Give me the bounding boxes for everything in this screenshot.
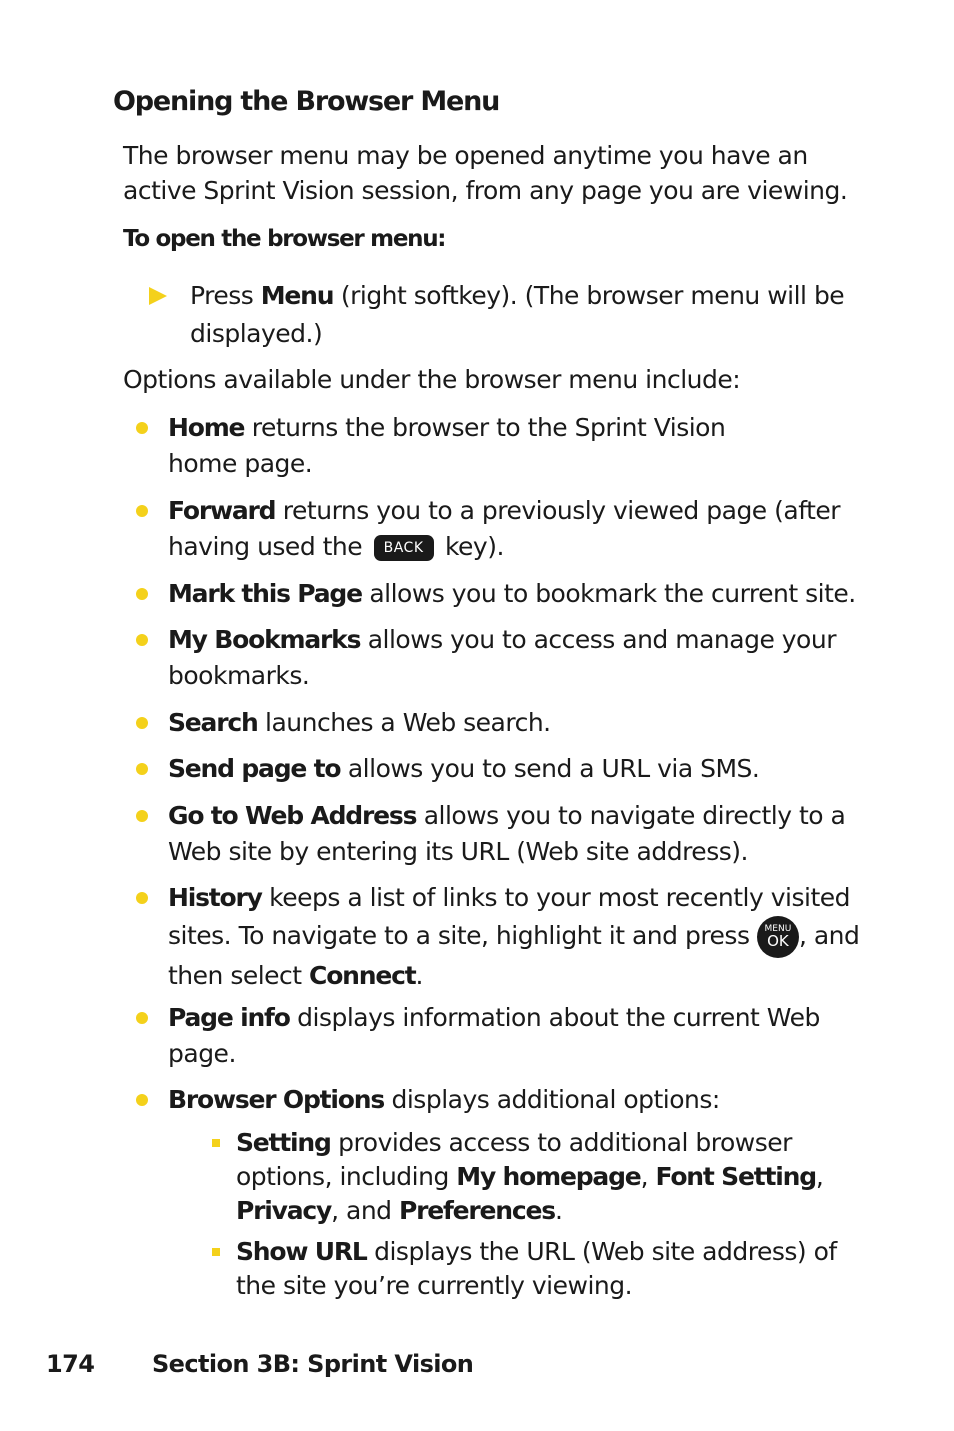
menu-softkey-term: Menu (260, 281, 334, 310)
list-item-mark-this-page: Mark this Page allows you to bookmark the current site. (168, 579, 856, 608)
list-item-my-bookmarks: My Bookmarks allows you to access and manage your bookmarks. (168, 625, 836, 690)
section-heading: Opening the Browser Menu (113, 86, 500, 117)
bullet-dot-icon (136, 1094, 148, 1106)
bullet-dot-icon (136, 1012, 148, 1024)
bullet-dot-icon (136, 892, 148, 904)
list-item-page-info: Page info displays information about the current Web page. (168, 1003, 820, 1068)
bullet-dot-icon (136, 763, 148, 775)
page-number: 174 (46, 1350, 95, 1378)
bullet-dot-icon (136, 717, 148, 729)
intro-paragraph: The browser menu may be opened anytime you have an active Sprint Vision session, from any page you are viewing. (123, 141, 848, 205)
procedure-subheading: To open the browser menu: (123, 226, 446, 252)
list-item-forward: Forward returns you to a previously viewed page (after having used the BACK key). (168, 496, 841, 561)
bullet-dot-icon (136, 422, 148, 434)
list-item-browser-options: Browser Options displays additional options: (168, 1085, 720, 1114)
square-bullet-icon (212, 1139, 220, 1147)
section-title: Section 3B: Sprint Vision (152, 1350, 474, 1378)
bullet-dot-icon (136, 588, 148, 600)
sub-item-setting: Setting provides access to additional browser options, including My homepage, Font Setting, Privacy, and Preferences. (236, 1128, 824, 1225)
bullet-dot-icon (136, 810, 148, 822)
list-item-go-to-web-address: Go to Web Address allows you to navigate directly to a Web site by entering its URL (Web site address). (168, 801, 846, 866)
list-item-home: Home returns the browser to the Sprint Vision home page. (168, 413, 726, 478)
menu-ok-key-icon: MENU OK (757, 916, 799, 958)
list-item-send-page-to: Send page to allows you to send a URL via SMS. (168, 754, 760, 783)
sub-item-show-url: Show URL displays the URL (Web site address) of the site you’re currently viewing. (236, 1237, 837, 1300)
procedure-step: Press Menu (right softkey). (The browser menu will be displayed.) (190, 281, 845, 348)
bullet-dot-icon (136, 634, 148, 646)
list-item-history: History keeps a list of links to your most recently visited sites. To navigate to a site, highlight it and press MENU OK , and then select Connect. (168, 883, 860, 990)
square-bullet-icon (212, 1248, 220, 1256)
list-item-search: Search launches a Web search. (168, 708, 551, 737)
options-intro: Options available under the browser menu include: (123, 365, 741, 394)
arrow-bullet-icon (149, 287, 167, 305)
back-key-icon: BACK (374, 535, 434, 561)
bullet-dot-icon (136, 505, 148, 517)
